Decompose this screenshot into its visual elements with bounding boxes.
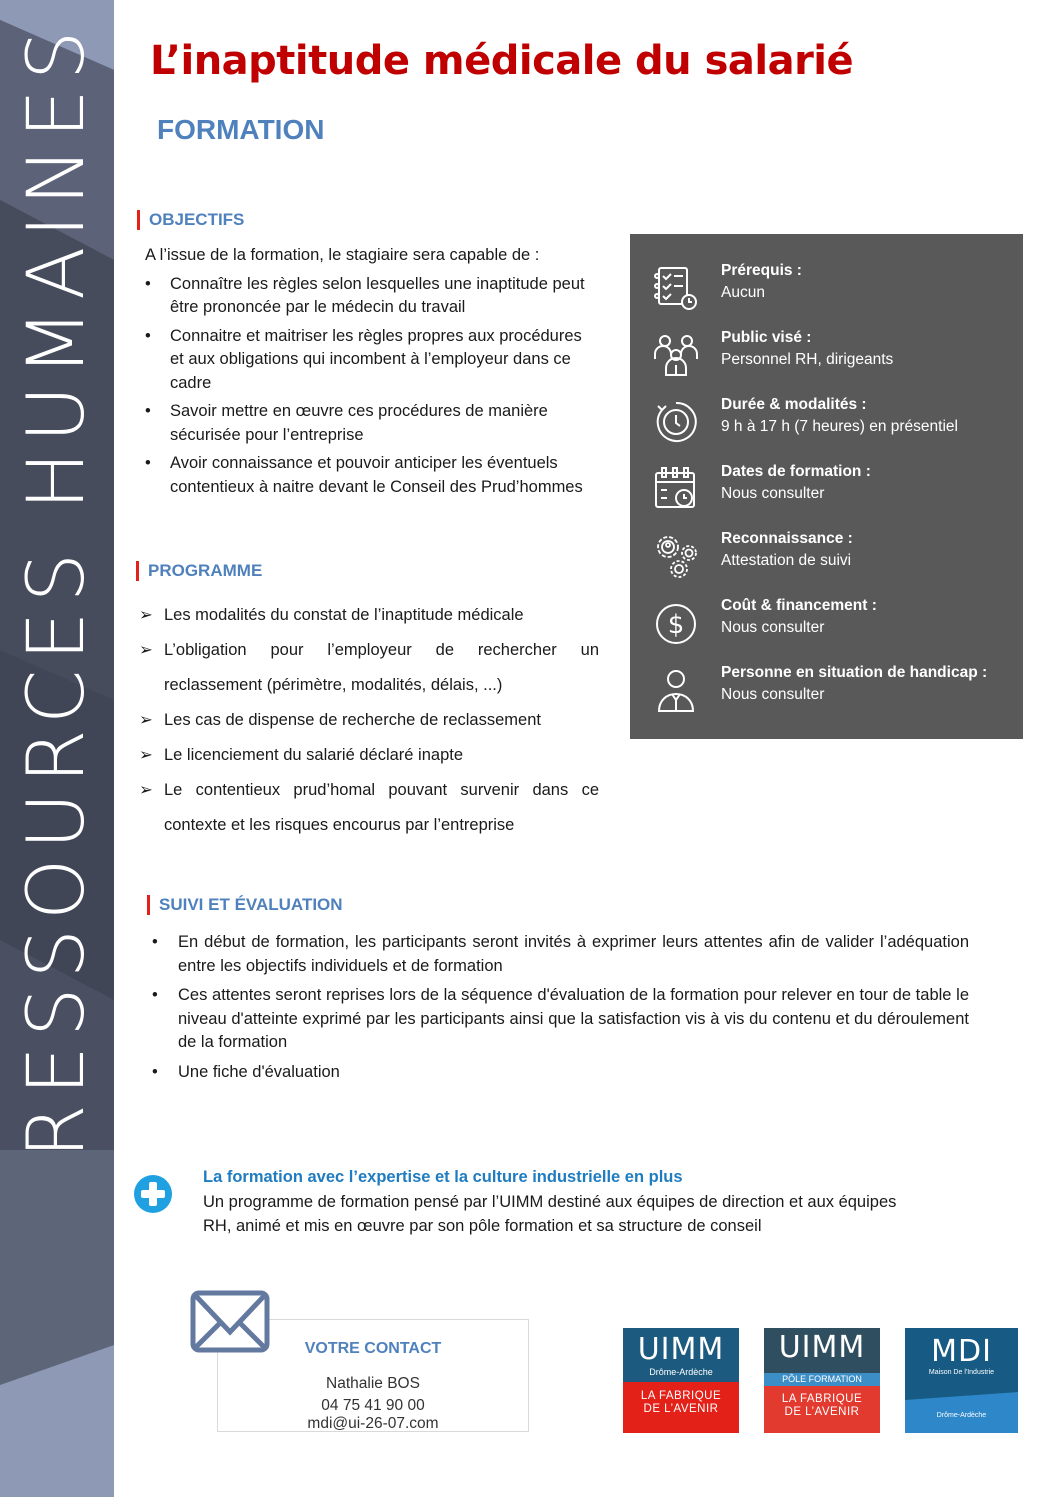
logo-name: MDI bbox=[931, 1334, 992, 1369]
info-row-duree bbox=[630, 396, 1023, 456]
objectifs-block bbox=[145, 244, 595, 504]
contact-title: VOTRE CONTACT bbox=[304, 1340, 442, 1357]
info-value: Attestation de suivi bbox=[721, 552, 852, 569]
gears-people-icon bbox=[652, 532, 700, 580]
logo-mdi bbox=[905, 1328, 1018, 1433]
envelope-icon bbox=[190, 1290, 270, 1353]
list-item bbox=[152, 1061, 969, 1085]
contact-email[interactable]: mdi@ui-26-07.com bbox=[307, 1415, 439, 1432]
arrow-bullet-icon: ➢ bbox=[139, 641, 153, 659]
bullet-icon: • bbox=[145, 402, 151, 420]
arrow-bullet-icon: ➢ bbox=[139, 746, 153, 764]
info-value: Nous consulter bbox=[721, 485, 825, 502]
sidebar-title: RESSOURCES HUMAINES bbox=[12, 21, 102, 1159]
suivi-block bbox=[152, 931, 969, 1090]
info-label: Durée & modalités : bbox=[721, 396, 867, 413]
arrow-bullet-icon: ➢ bbox=[139, 711, 153, 729]
info-panel bbox=[630, 234, 1023, 739]
list-item-text: Connaitre et maitriser les règles propres aux procédures et aux obligations qui incombent à l’employeur dans ce cadre bbox=[170, 326, 582, 392]
logo-tagline: LA FABRIQUE bbox=[781, 1393, 863, 1405]
bullet-icon: • bbox=[145, 326, 151, 345]
info-value: Nous consulter bbox=[721, 619, 825, 636]
logo-tagline: DE L’AVENIR bbox=[643, 1403, 719, 1415]
info-label: Personne en situation de handicap : bbox=[721, 664, 988, 681]
page-subtitle: FORMATION bbox=[157, 114, 325, 145]
logo-tagline: Drôme-Ardèche bbox=[936, 1412, 987, 1419]
logo-sub: Maison De l'Industrie bbox=[928, 1369, 995, 1376]
logo-sub: Drôme-Ardèche bbox=[649, 1367, 713, 1377]
list-item-text: Les modalités du constat de l’inaptitude médicale bbox=[164, 606, 524, 624]
calendar-clock-icon bbox=[652, 465, 700, 513]
clock-refresh-icon bbox=[652, 398, 700, 446]
info-row-handicap bbox=[630, 664, 1023, 724]
list-item-text: Le licenciement du salarié déclaré inapte bbox=[164, 746, 464, 764]
list-item bbox=[152, 931, 969, 978]
section-heading-label: PROGRAMME bbox=[148, 561, 263, 580]
info-row-public bbox=[630, 329, 1023, 389]
bullet-icon: • bbox=[152, 933, 158, 951]
list-item bbox=[145, 325, 595, 396]
plus-title: La formation avec l’expertise et la culture industrielle en plus bbox=[203, 1168, 683, 1186]
list-item-text: Le contentieux prud’homal pouvant survenir dans ce contexte et les risques encourus par l’entreprise bbox=[164, 781, 599, 834]
info-value: 9 h à 17 h (7 heures) en présentiel bbox=[721, 418, 958, 435]
group-people-icon bbox=[652, 331, 700, 379]
logo-uimm-drome-ardeche bbox=[623, 1328, 739, 1433]
logo-uimm-pole-formation bbox=[764, 1328, 880, 1433]
section-heading-objectifs bbox=[137, 210, 244, 230]
programme-block bbox=[139, 604, 599, 843]
list-item bbox=[139, 633, 599, 703]
bullet-icon: • bbox=[145, 454, 151, 472]
info-row-dates bbox=[630, 463, 1023, 523]
plus-text: Un programme de formation pensé par l’UIMM destiné aux équipes de direction et aux équipes RH, animé et mis en œuvre par son pôle formation et sa structure de conseil bbox=[203, 1193, 897, 1235]
section-marker bbox=[136, 561, 139, 581]
list-item bbox=[139, 744, 599, 767]
info-label: Reconnaissance : bbox=[721, 530, 853, 547]
section-marker bbox=[137, 210, 140, 230]
logo-tagline: LA FABRIQUE bbox=[640, 1390, 722, 1402]
list-item bbox=[139, 604, 599, 627]
list-item bbox=[139, 773, 599, 843]
info-label: Public visé : bbox=[721, 329, 812, 346]
section-heading-label: SUIVI ET ÉVALUATION bbox=[159, 895, 343, 914]
section-marker bbox=[147, 895, 150, 915]
logo-tagline: DE L’AVENIR bbox=[784, 1406, 860, 1418]
list-item bbox=[145, 452, 595, 499]
bullet-icon: • bbox=[152, 1062, 158, 1081]
page-title: L’inaptitude médicale du salarié bbox=[150, 38, 854, 84]
objectifs-intro: A l’issue de la formation, le stagiaire sera capable de : bbox=[145, 246, 540, 264]
arrow-bullet-icon: ➢ bbox=[139, 606, 153, 624]
info-value: Aucun bbox=[721, 284, 765, 301]
info-label: Dates de formation : bbox=[721, 463, 871, 480]
list-item-text: Connaître les règles selon lesquelles une inaptitude peut être prononcée par le médecin du travail bbox=[170, 274, 585, 316]
list-item bbox=[152, 984, 969, 1055]
list-item-text: En début de formation, les participants seront invités à exprimer leurs attentes afin de valider l’adéquation entre les objectifs individuels et de formation bbox=[178, 933, 969, 975]
section-heading-programme bbox=[136, 561, 262, 581]
arrow-bullet-icon: ➢ bbox=[139, 781, 153, 799]
list-item-text: Avoir connaissance et pouvoir anticiper les éventuels contentieux à naitre devant le Conseil des Prud’hommes bbox=[170, 454, 583, 496]
info-row-cout bbox=[630, 597, 1023, 657]
bullet-icon: • bbox=[145, 274, 151, 293]
logo-name: UIMM bbox=[778, 1330, 866, 1365]
sidebar-banner bbox=[0, 0, 114, 1497]
logo-sub: PÔLE FORMATION bbox=[782, 1374, 862, 1384]
contact-name: Nathalie BOS bbox=[326, 1375, 420, 1392]
dollar-circle-icon bbox=[652, 599, 700, 647]
plus-circle-icon bbox=[133, 1174, 173, 1214]
logo-name: UIMM bbox=[637, 1332, 725, 1367]
list-item bbox=[139, 709, 599, 732]
list-item-text: Les cas de dispense de recherche de reclassement bbox=[164, 711, 541, 729]
info-label: Prérequis : bbox=[721, 262, 802, 279]
info-row-prerequis bbox=[630, 262, 1023, 322]
info-value: Nous consulter bbox=[721, 686, 825, 703]
info-value: Personnel RH, dirigeants bbox=[721, 351, 894, 368]
list-item bbox=[145, 400, 595, 447]
contact-phone[interactable]: 04 75 41 90 00 bbox=[321, 1397, 425, 1414]
list-item-text: L’obligation pour l’employeur de rechercher un reclassement (périmètre, modalités, délais, ...) bbox=[164, 641, 599, 694]
section-heading-label: OBJECTIFS bbox=[149, 210, 245, 229]
svg-text:$: $ bbox=[667, 610, 685, 640]
list-item-text: Ces attentes seront reprises lors de la séquence d'évaluation de la formation pour relever en tour de table le niveau d'atteinte exprimé par les participants ainsi que la satisfaction vis à vis du contenu et du déroulement de la formation bbox=[178, 986, 969, 1051]
section-heading-suivi bbox=[147, 895, 343, 915]
list-item-text: Savoir mettre en œuvre ces procédures de manière sécurisée pour l’entreprise bbox=[170, 402, 548, 444]
checklist-clock-icon bbox=[652, 264, 700, 312]
list-item-text: Une fiche d'évaluation bbox=[178, 1062, 340, 1081]
person-icon bbox=[652, 666, 700, 714]
info-label: Coût & financement : bbox=[721, 597, 877, 614]
info-row-reconnaissance bbox=[630, 530, 1023, 590]
bullet-icon: • bbox=[152, 986, 158, 1004]
list-item bbox=[145, 273, 595, 320]
